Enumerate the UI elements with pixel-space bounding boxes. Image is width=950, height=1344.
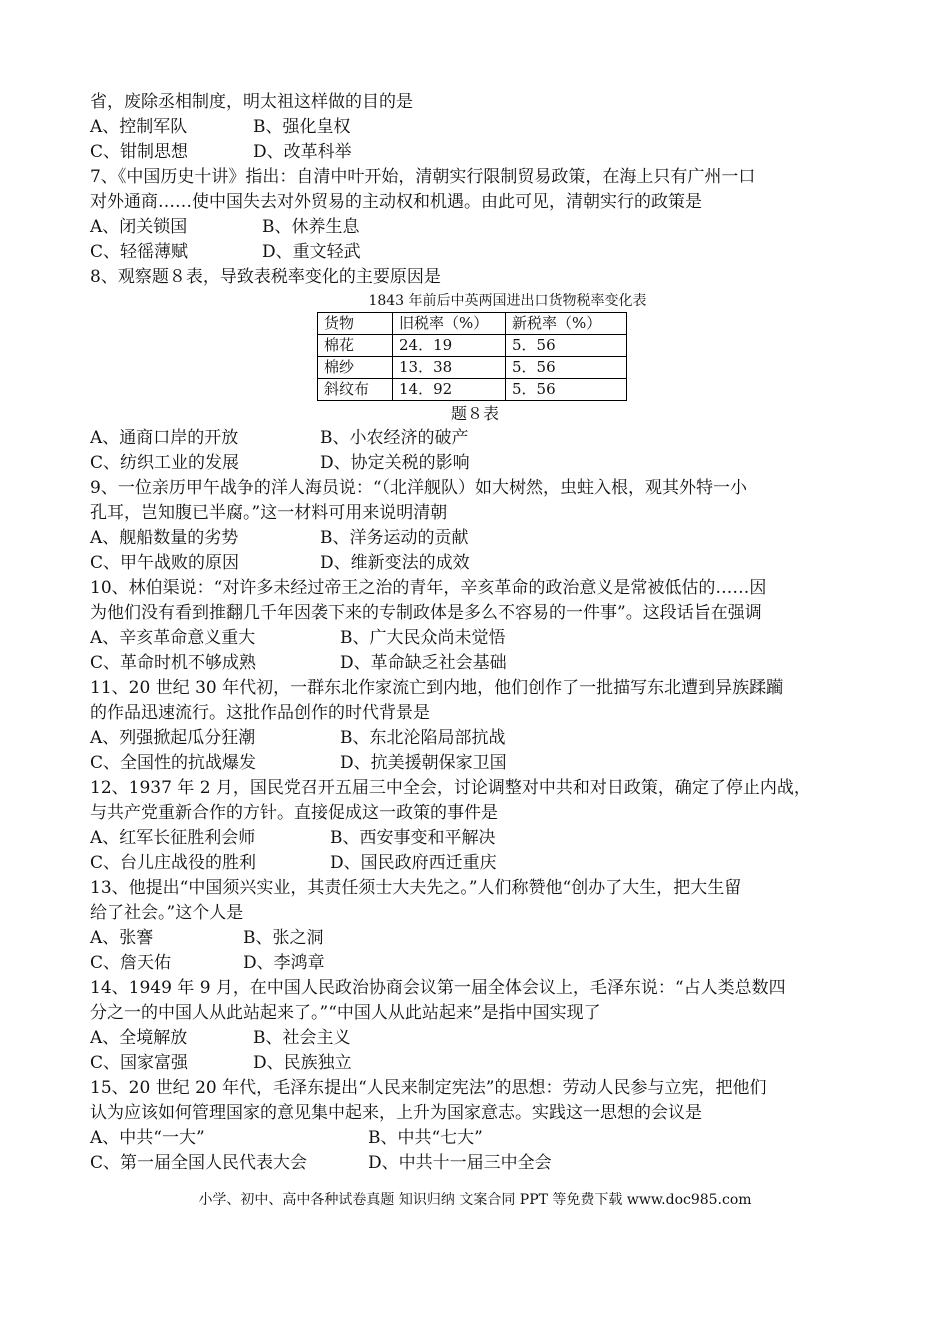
q10-option-c: C、革命时机不够成熟	[90, 653, 257, 673]
q6-stem: 省，废除丞相制度，明太祖这样做的目的是	[90, 92, 413, 112]
q8-option-b: B、小农经济的破产	[320, 428, 469, 448]
q13-option-d: D、李鸿章	[243, 953, 325, 973]
q6-option-d: D、改革科举	[253, 142, 352, 162]
table-row	[318, 379, 627, 401]
q11-options-row2	[90, 751, 880, 776]
q11-option-d: D、抗美援朝保家卫国	[340, 753, 507, 773]
q14-options-row2	[90, 1051, 880, 1076]
q10-option-a: A、辛亥革命意义重大	[90, 628, 256, 648]
table-cell: 5．56	[506, 379, 627, 401]
q7-option-b: B、休养生息	[262, 217, 360, 237]
table-cell: 5．56	[506, 357, 627, 379]
q6-option-b: B、强化皇权	[253, 117, 351, 137]
q10-option-b: B、广大民众尚未觉悟	[340, 628, 506, 648]
q13-option-b: B、张之洞	[243, 928, 324, 948]
q8-options-row2	[90, 451, 880, 476]
table-cell: 24．19	[393, 335, 506, 357]
q15-option-c: C、第一届全国人民代表大会	[90, 1153, 308, 1173]
q7-option-c: C、轻徭薄赋	[90, 242, 189, 262]
q7-options-row2	[90, 240, 880, 265]
q12-options-row1	[90, 826, 880, 851]
q10-options-row2	[90, 651, 880, 676]
q15-option-d: D、中共十一届三中全会	[368, 1153, 552, 1173]
q15-stem-line1: 15、20 世纪 20 年代，毛泽东提出“人民来制定宪法”的思想：劳动人民参与立宪，把他们	[90, 1078, 767, 1098]
q15-option-b: B、中共“七大”	[368, 1128, 483, 1148]
q11-stem-line2: 的作品迅速流行。这批作品创作的时代背景是	[90, 703, 430, 723]
q12-option-a: A、红军长征胜利会师	[90, 828, 256, 848]
q8-option-a: A、通商口岸的开放	[90, 428, 239, 448]
q9-stem-line1: 9、一位亲历甲午战争的洋人海员说：“（北洋舰队）如大树然，虫蛀入根，观其外特一小	[90, 478, 748, 498]
tariff-table	[317, 312, 627, 401]
table-row	[318, 357, 627, 379]
table-header-cell: 旧税率（%）	[393, 313, 506, 335]
table-header-cell: 货物	[318, 313, 393, 335]
q6-options-row2	[90, 140, 880, 165]
q7-option-d: D、重文轻武	[262, 242, 361, 262]
q14-option-d: D、民族独立	[253, 1053, 352, 1073]
q6-option-c: C、钳制思想	[90, 142, 189, 162]
q10-stem-line2: 为他们没有看到推翻几千年因袭下来的专制政体是多么不容易的一件事”。这段话旨在强调	[90, 603, 762, 623]
q13-options-row1	[90, 926, 880, 951]
table-cell: 13．38	[393, 357, 506, 379]
q11-option-a: A、列强掀起瓜分狂潮	[90, 728, 256, 748]
q12-stem-line2: 与共产党重新合作的方针。直接促成这一政策的事件是	[90, 803, 498, 823]
q9-option-a: A、舰船数量的劣势	[90, 528, 239, 548]
table-header-row	[318, 313, 627, 335]
q13-stem-line2: 给了社会。”这个人是	[90, 903, 244, 923]
page-footer: 小学、初中、高中各种试卷真题 知识归纳 文案合同 PPT 等免费下载 www.doc985.com	[198, 1192, 752, 1208]
q15-stem-line2: 认为应该如何管理国家的意见集中起来，上升为国家意志。实践这一思想的会议是	[90, 1103, 702, 1123]
q11-option-c: C、全国性的抗战爆发	[90, 753, 257, 773]
q7-stem-line1: 7、《中国历史十讲》指出：自清中叶开始，清朝实行限制贸易政策，在海上只有广州一口	[90, 167, 756, 187]
q13-options-row2	[90, 951, 880, 976]
q9-options-row1	[90, 526, 880, 551]
q9-stem-line2: 孔耳，岂知腹已半腐。”这一材料可用来说明清朝	[90, 503, 448, 523]
table-cell: 5．56	[506, 335, 627, 357]
q14-stem-line2: 分之一的中国人从此站起来了。”“中国人从此站起来”是指中国实现了	[90, 1003, 601, 1023]
q7-stem-line2: 对外通商……使中国失去对外贸易的主动权和机遇。由此可见，清朝实行的政策是	[90, 192, 702, 212]
q7-options-row1	[90, 215, 880, 240]
table-cell: 棉纱	[318, 357, 393, 379]
q14-option-c: C、国家富强	[90, 1053, 189, 1073]
q15-options-row1	[90, 1126, 880, 1151]
q12-options-row2	[90, 851, 880, 876]
table-cell: 棉花	[318, 335, 393, 357]
q9-option-c: C、甲午战败的原因	[90, 553, 240, 573]
table-cell: 14．92	[393, 379, 506, 401]
table-caption: 题８表	[450, 404, 499, 423]
q9-option-b: B、洋务运动的贡献	[320, 528, 469, 548]
q10-option-d: D、革命缺乏社会基础	[340, 653, 507, 673]
q12-option-b: B、西安事变和平解决	[330, 828, 496, 848]
q13-option-c: C、詹天佑	[90, 953, 172, 973]
q15-option-a: A、中共“一大”	[90, 1128, 205, 1148]
q12-option-c: C、台儿庄战役的胜利	[90, 853, 257, 873]
table-header-cell: 新税率（%）	[506, 313, 627, 335]
table-row	[318, 335, 627, 357]
q10-stem-line1: 10、林伯渠说：“对许多未经过帝王之治的青年，辛亥革命的政治意义是常被低估的……因	[90, 578, 767, 598]
q6-option-a: A、控制军队	[90, 117, 188, 137]
q8-options-row1	[90, 426, 880, 451]
q14-option-b: B、社会主义	[253, 1028, 351, 1048]
q9-option-d: D、维新变法的成效	[320, 553, 470, 573]
q8-stem: 8、观察题８表，导致表税率变化的主要原因是	[90, 267, 441, 287]
q14-option-a: A、全境解放	[90, 1028, 188, 1048]
table-cell: 斜纹布	[318, 379, 393, 401]
q8-option-d: D、协定关税的影响	[320, 453, 470, 473]
tariff-table-title: 1843 年前后中英两国进出口货物税率变化表	[368, 293, 647, 309]
q13-stem-line1: 13、他提出“中国须兴实业，其责任须士大夫先之。”人们称赞他“创办了大生，把大生留	[90, 878, 742, 898]
q6-options-row1	[90, 115, 880, 140]
q11-option-b: B、东北沦陷局部抗战	[340, 728, 506, 748]
q14-stem-line1: 14、1949 年 9 月，在中国人民政治协商会议第一届全体会议上，毛泽东说：“占人类总数四	[90, 978, 786, 998]
q11-options-row1	[90, 726, 880, 751]
q11-stem-line1: 11、20 世纪 30 年代初，一群东北作家流亡到内地，他们创作了一批描写东北遭到异族蹂躏	[90, 678, 784, 698]
q13-option-a: A、张謇	[90, 928, 154, 948]
q12-option-d: D、国民政府西迁重庆	[330, 853, 497, 873]
q14-options-row1	[90, 1026, 880, 1051]
exam-page	[90, 90, 880, 1176]
q7-option-a: A、闭关锁国	[90, 217, 188, 237]
q8-option-c: C、纺织工业的发展	[90, 453, 240, 473]
q15-options-row2	[90, 1151, 880, 1176]
q10-options-row1	[90, 626, 880, 651]
q9-options-row2	[90, 551, 880, 576]
q12-stem-line1: 12、1937 年 2 月，国民党召开五届三中全会，讨论调整对中共和对日政策，确定了停止内战，	[90, 778, 811, 798]
